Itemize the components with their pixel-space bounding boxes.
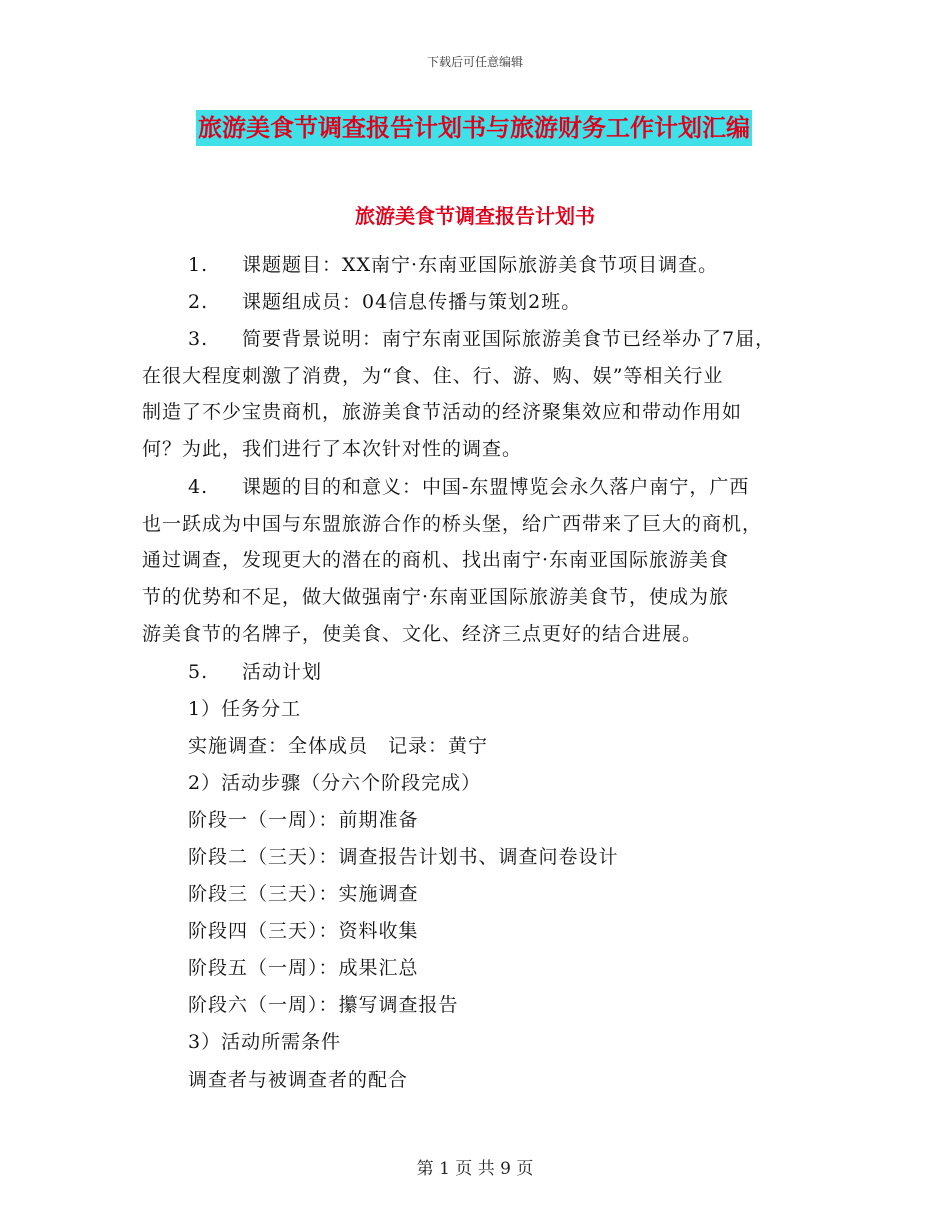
item-5 bbox=[188, 658, 322, 686]
item-3 bbox=[188, 325, 775, 353]
page-footer: 第 1 页 共 9 页 bbox=[416, 1159, 534, 1179]
paragraph-line: 通过调查，发现更大的潜在的商机、找出南宁·东南亚国际旅游美食 bbox=[142, 549, 730, 571]
item-2 bbox=[188, 288, 581, 316]
section-title: 旅游美食节调查报告计划书 bbox=[355, 204, 595, 228]
header-note: 下载后可任意编辑 bbox=[426, 55, 523, 69]
paragraph-line: 在很大程度刺激了消费，为“食、住、行、游、购、娱”等相关行业 bbox=[142, 365, 724, 387]
paragraph-line: 节的优势和不足，做大做强南宁·东南亚国际旅游美食节，使成为旅 bbox=[142, 586, 730, 608]
item-number: 5. bbox=[188, 661, 209, 683]
item-text: 课题的目的和意义：中国-东盟博览会永久落户南宁，广西 bbox=[242, 476, 750, 498]
item-number: 4. bbox=[188, 476, 209, 498]
paragraph-line: 游美食节的名牌子，使美食、文化、经济三点更好的结合进展。 bbox=[142, 623, 703, 645]
item-text: 课题组成员：04信息传播与策划2班。 bbox=[242, 291, 582, 313]
document-title: 旅游美食节调查报告计划书与旅游财务工作计划汇编 bbox=[196, 110, 752, 146]
plan-line: 实施调查：全体成员 记录：黄宁 bbox=[188, 735, 489, 757]
plan-line: 阶段六（一周）：攥写调查报告 bbox=[188, 994, 459, 1016]
item-number: 2. bbox=[188, 291, 209, 313]
paragraph-line: 何？为此，我们进行了本次针对性的调查。 bbox=[142, 438, 523, 460]
plan-line: 调查者与被调查者的配合 bbox=[188, 1069, 409, 1091]
item-text: 活动计划 bbox=[242, 661, 323, 683]
plan-line: 3）活动所需条件 bbox=[188, 1031, 342, 1053]
item-4 bbox=[188, 473, 749, 501]
plan-line: 2）活动步骤（分六个阶段完成） bbox=[188, 772, 482, 794]
item-1 bbox=[188, 251, 718, 279]
item-number: 1. bbox=[188, 254, 209, 276]
plan-line: 阶段四（三天）：资料收集 bbox=[188, 920, 419, 942]
paragraph-line: 也一跃成为中国与东盟旅游合作的桥头堡，给广西带来了巨大的商机， bbox=[142, 513, 763, 535]
plan-line: 1）任务分工 bbox=[188, 698, 302, 720]
plan-line: 阶段三（三天）：实施调查 bbox=[188, 883, 419, 905]
item-text: 课题题目：XX南宁·东南亚国际旅游美食节项目调查。 bbox=[242, 254, 719, 276]
plan-line: 阶段五（一周）：成果汇总 bbox=[188, 957, 419, 979]
item-number: 3. bbox=[188, 328, 209, 350]
paragraph-line: 制造了不少宝贵商机，旅游美食节活动的经济聚集效应和带动作用如 bbox=[142, 401, 743, 423]
plan-line: 阶段二（三天）：调查报告计划书、调查问卷设计 bbox=[188, 846, 619, 868]
plan-line: 阶段一（一周）：前期准备 bbox=[188, 809, 419, 831]
item-text: 简要背景说明：南宁东南亚国际旅游美食节已经举办了7届， bbox=[242, 328, 776, 350]
